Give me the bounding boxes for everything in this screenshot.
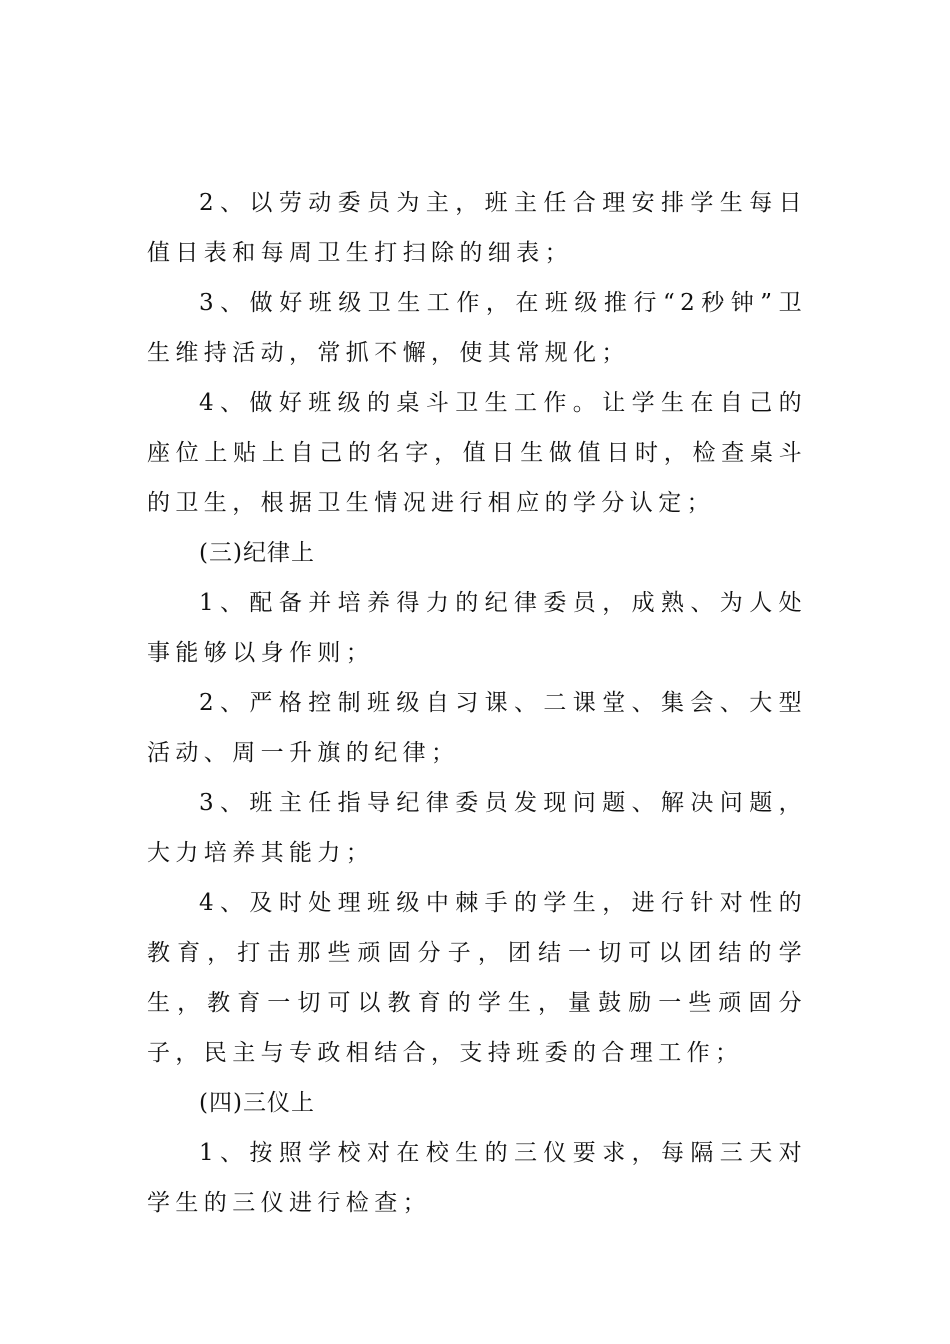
paragraph-cleaning-4: 4、做好班级的桌斗卫生工作。让学生在自己的座位上贴上自己的名字，值日生做值日时，检查桌斗的卫生，根据卫生情况进行相应的学分认定； <box>147 390 807 516</box>
document-page <box>147 178 807 1228</box>
section-heading-discipline: (三)纪律上 <box>199 540 315 566</box>
paragraph-discipline-1: 1、配备并培养得力的纪律委员，成熟、为人处事能够以身作则； <box>147 590 807 666</box>
paragraph-cleaning-2: 2、以劳动委员为主，班主任合理安排学生每日值日表和每周卫生打扫除的细表； <box>147 190 807 266</box>
section-heading-appearance: (四)三仪上 <box>199 1090 315 1116</box>
paragraph-discipline-2: 2、严格控制班级自习课、二课堂、集会、大型活动、周一升旗的纪律； <box>147 690 807 766</box>
paragraph-discipline-3: 3、班主任指导纪律委员发现问题、解决问题，大力培养其能力； <box>147 790 807 866</box>
paragraph-appearance-1: 1、按照学校对在校生的三仪要求，每隔三天对学生的三仪进行检查； <box>147 1140 807 1216</box>
paragraph-cleaning-3: 3、做好班级卫生工作，在班级推行“2秒钟”卫生维持活动，常抓不懈，使其常规化； <box>147 290 807 366</box>
paragraph-discipline-4: 4、及时处理班级中棘手的学生，进行针对性的教育，打击那些顽固分子，团结一切可以团结的学生，教育一切可以教育的学生，量鼓励一些顽固分子，民主与专政相结合，支持班委的合理工作； <box>147 890 807 1066</box>
